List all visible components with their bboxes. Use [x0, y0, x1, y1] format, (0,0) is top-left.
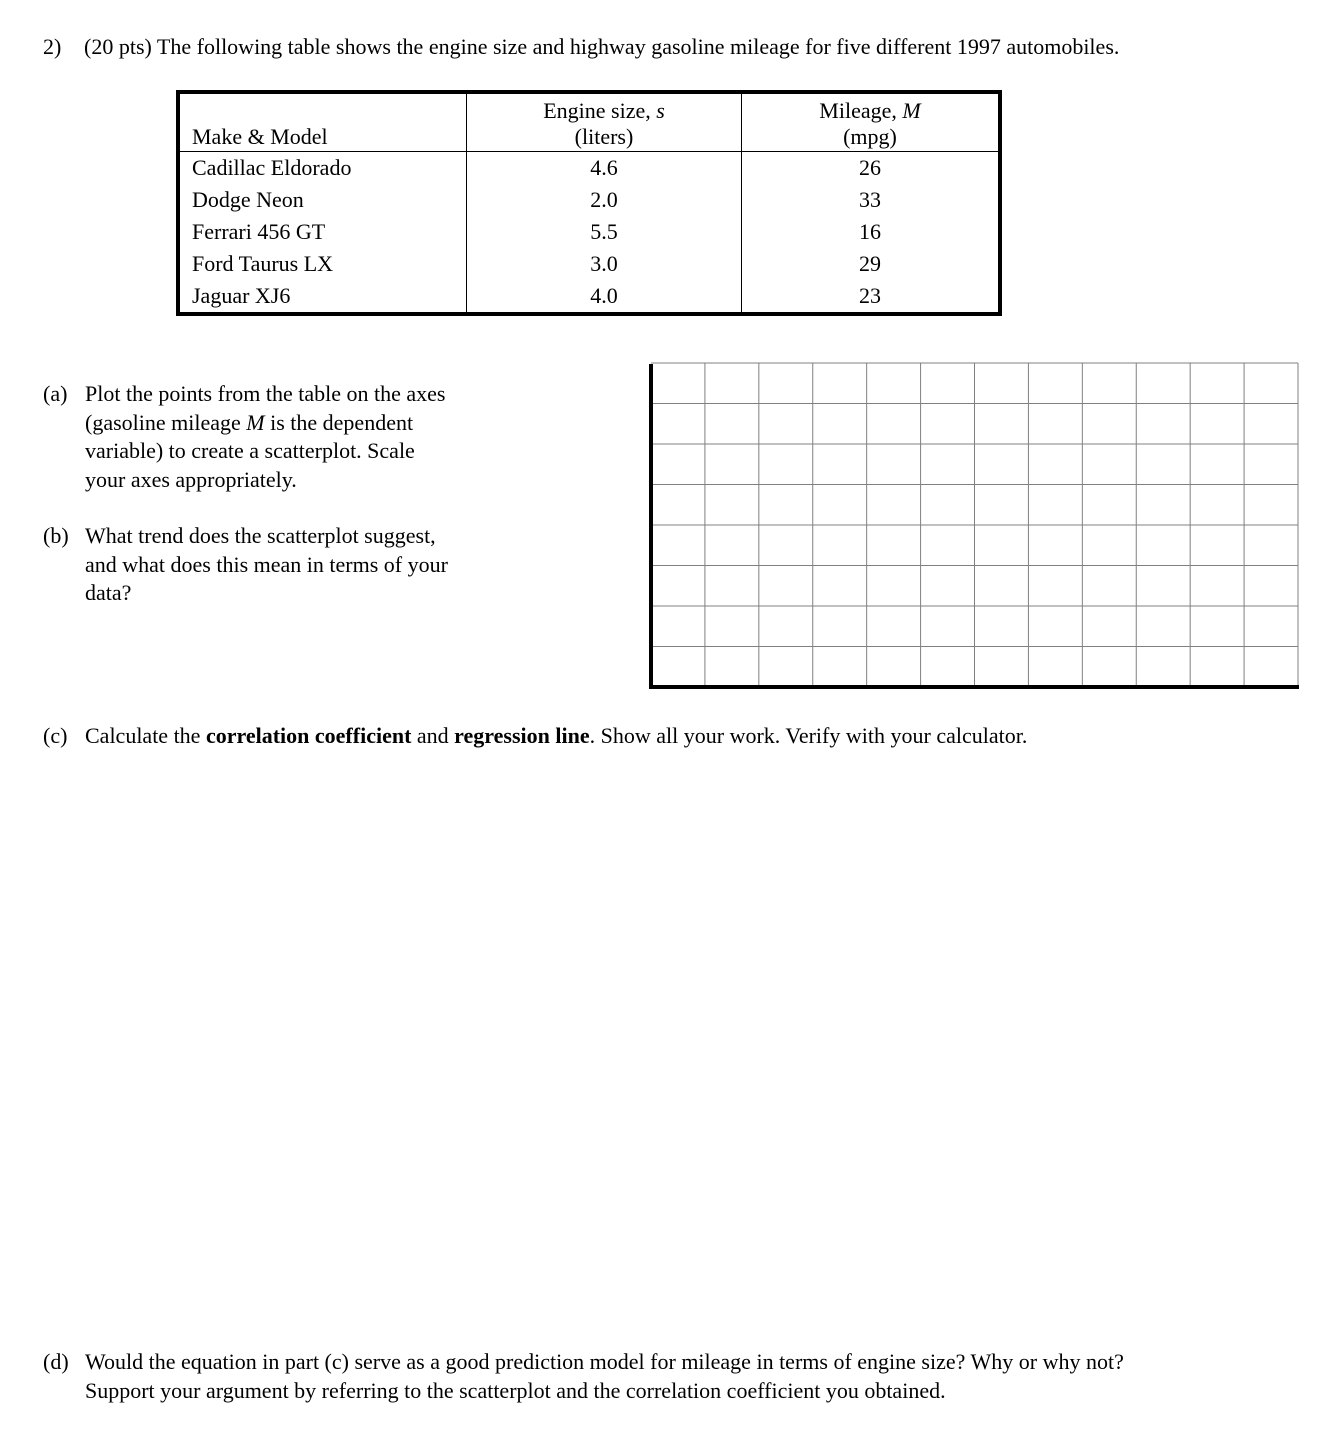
- grid-lines: [651, 363, 1298, 687]
- part-d-label: (d): [43, 1349, 69, 1374]
- table-row: [178, 216, 1000, 248]
- cell-engine: 3.0: [467, 248, 742, 280]
- cell-mileage: 16: [859, 219, 881, 244]
- part-c: [43, 722, 1303, 752]
- header-mileage: Mileage, M (mpg): [819, 98, 921, 149]
- part-a: [43, 380, 513, 500]
- cell-engine: 2.0: [467, 184, 742, 216]
- scatterplot-grid[interactable]: [648, 362, 1300, 692]
- part-c-label: (c): [43, 723, 68, 748]
- question-number: 2): [43, 34, 62, 59]
- part-c-text: Calculate the correlation coefficient and regression line. Show all your work. Verify with your calculator.: [85, 723, 1028, 748]
- table-row: [178, 152, 1000, 185]
- header-make-model: Make & Model: [178, 92, 467, 152]
- cell-model: Dodge Neon: [178, 184, 467, 216]
- cell-engine: 5.5: [467, 216, 742, 248]
- part-d: [43, 1348, 1303, 1408]
- cell-model: Cadillac Eldorado: [178, 152, 467, 185]
- table-row: [178, 248, 1000, 280]
- part-b: [43, 522, 513, 612]
- data-table: [176, 90, 1002, 316]
- part-b-label: (b): [43, 523, 69, 548]
- part-a-label: (a): [43, 381, 68, 406]
- cell-model: Ferrari 456 GT: [178, 216, 467, 248]
- cell-model: Jaguar XJ6: [178, 280, 467, 314]
- part-a-text: Plot the points from the table on the axes (gasoline mileage M is the dependent variable) to create a scatterplot. Scale your axes appropriately.: [85, 381, 446, 492]
- part-d-text: Would the equation in part (c) serve as a good prediction model for mileage in terms of engine size? Why or why not? Support your argument by referring to the scatterplot and the correlation coefficient you obtained.: [85, 1349, 1124, 1403]
- table-header-row: [178, 92, 1000, 152]
- cell-mileage: 29: [859, 251, 881, 276]
- cell-engine: 4.0: [467, 280, 742, 314]
- header-engine-size: Engine size, s (liters): [467, 92, 742, 152]
- question-prompt: (20 pts) The following table shows the engine size and highway gasoline mileage for five different 1997 automobiles.: [84, 34, 1120, 59]
- table-row: [178, 280, 1000, 314]
- cell-mileage: 23: [859, 283, 881, 308]
- cell-model: Ford Taurus LX: [178, 248, 467, 280]
- part-b-text: What trend does the scatterplot suggest, and what does this mean in terms of your data?: [85, 523, 448, 605]
- cell-mileage: 33: [859, 187, 881, 212]
- table-row: [178, 184, 1000, 216]
- cell-engine: 4.6: [467, 152, 742, 185]
- cell-mileage: 26: [859, 155, 881, 180]
